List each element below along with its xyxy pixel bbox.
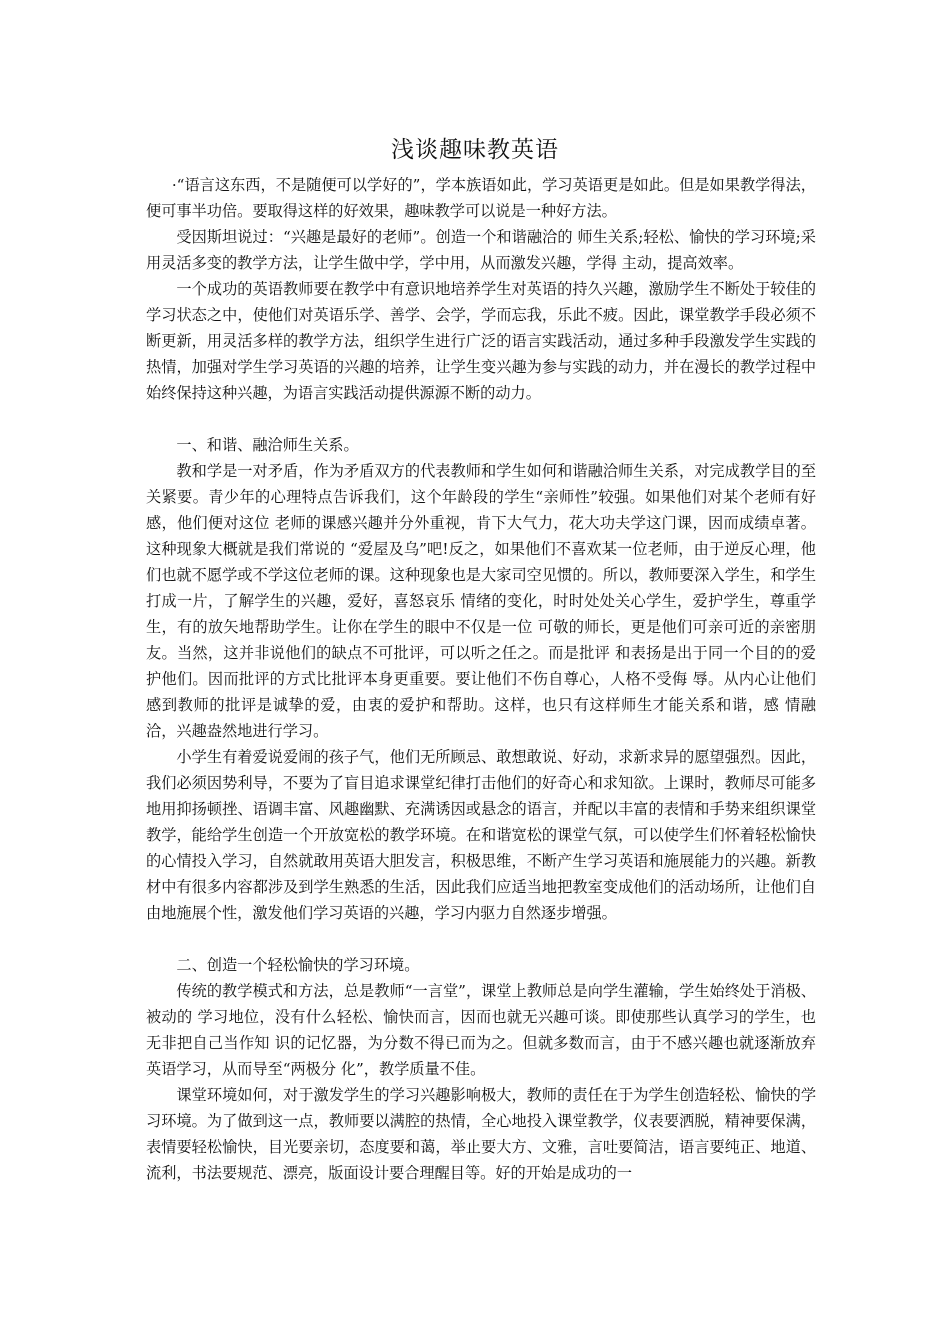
intro-paragraph-3: 一个成功的英语教师要在教学中有意识地培养学生对英语的持久兴趣，激励学生不断处于较佳的学习状态之中，使他们对英语乐学、善学、会学，学而忘我，乐此不疲。因此，课堂教学手段必须不断更新，用灵活多样的教学方法，组织学生进行广泛的语言实践活动，通过多种手段激发学生实践的热情，加强对学生学习英语的兴趣的培养，让学生变兴趣为参与实践的动力，并在漫长的教学过程中始终保持这种兴趣，为语言实践活动提供源源不断的动力。	[146, 280, 816, 402]
section-1-paragraph-1: 教和学是一对矛盾，作为矛盾双方的代表教师和学生如何和谐融洽师生关系，对完成教学目的至关紧要。青少年的心理特点告诉我们，这个年龄段的学生“亲师性”较强。如果他们对某个老师有好感，他们便对这位 老师的课感兴趣并分外重视，肯下大气力，花大功夫学这门课，因而成绩卓著。这种现象大概就是我们常说的 “爱屋及乌”吧!反之，如果他们不喜欢某一位老师，由于逆反心理，他们也就不愿学或不学这位老师的课。这种现象也是大家司空见惯的。所以，教师要深入学生，和学生打成一片，了解学生的兴趣，爱好，喜怒哀乐 情绪的变化，时时处处关心学生，爱护学生，尊重学生，有的放矢地帮助学生。让你在学生的眼中不仅是一位 可敬的师长，更是他们可亲可近的亲密朋友。当然，这并非说他们的缺点不可批评，可以听之任之。而是批评 和表扬是出于同一个目的的爱护他们。因而批评的方式比批评本身更重要。要让他们不伤自尊心，人格不受侮 辱。从内心让他们感到教师的批评是诚挚的爱，由衷的爱护和帮助。这样，也只有这样师生才能关系和谐，感 情融洽，兴趣盎然地进行学习。	[146, 462, 816, 740]
section-spacer	[146, 926, 816, 952]
intro-paragraph-2: 受因斯坦说过：“兴趣是最好的老师”。创造一个和谐融洽的 师生关系;轻松、愉快的学习环境;采用灵活多变的教学方法，让学生做中学，学中用，从而激发兴趣，学得 主动，提高效率。	[146, 228, 816, 272]
document-title: 浅谈趣味教英语	[391, 137, 559, 163]
section-1-paragraph-2: 小学生有着爱说爱闹的孩子气，他们无所顾忌、敢想敢说、好动，求新求异的愿望强烈。因此，我们必须因势利导，不要为了盲目追求课堂纪律打击他们的好奇心和求知欲。上课时，教师尽可能多地用抑扬顿挫、语调丰富、风趣幽默、充满诱因或悬念的语言，并配以丰富的表情和手势来组织课堂教学，能给学生创造一个开放宽松的教学环境。在和谐宽松的课堂气氛，可以使学生们怀着轻松愉快的心情投入学习，自然就敢用英语大胆发言，积极思维，不断产生学习英语和施展能力的兴趣。新教材中有很多内容都涉及到学生熟悉的生活，因此我们应适当地把教室变成他们的活动场所，让他们自由地施展个性，激发他们学习英语的兴趣，学习内驱力自然逐步增强。	[146, 748, 816, 922]
intro-paragraph-1: ·“语言这东西，不是随便可以学好的”，学本族语如此，学习英语更是如此。但是如果教学得法，便可事半功倍。要取得这样的好效果，趣味教学可以说是一种好方法。	[146, 176, 816, 220]
section-2-heading: 二、创造一个轻松愉快的学习环境。	[176, 956, 420, 974]
section-2-paragraph-1: 传统的教学模式和方法，总是教师“一言堂”，课堂上教师总是向学生灌输，学生始终处于消极、被动的 学习地位，没有什么轻松、愉快而言，因而也就无兴趣可谈。即使那些认真学习的学生，也无非把自己当作知 识的记忆器，为分数不得已而为之。但就多数而言，由于不感兴趣也就逐渐放弃英语学习，从而导至“两极分 化”，教学质量不佳。	[146, 982, 816, 1078]
section-spacer	[146, 406, 816, 432]
section-2-paragraph-2: 课堂环境如何，对于激发学生的学习兴趣影响极大，教师的责任在于为学生创造轻松、愉快的学习环境。为了做到这一点，教师要以满腔的热情，全心地投入课堂教学，仪表要洒脱，精神要保满，表情要轻松愉快，目光要亲切，态度要和蔼，举止要大方、文雅，言吐要简洁，语言要纯正、地道、流利，书法要规范、漂亮，版面设计要合理醒目等。好的开始是成功的一	[146, 1086, 816, 1182]
document-body	[146, 172, 816, 1186]
section-1-heading: 一、和谐、融洽师生关系。	[176, 436, 359, 454]
